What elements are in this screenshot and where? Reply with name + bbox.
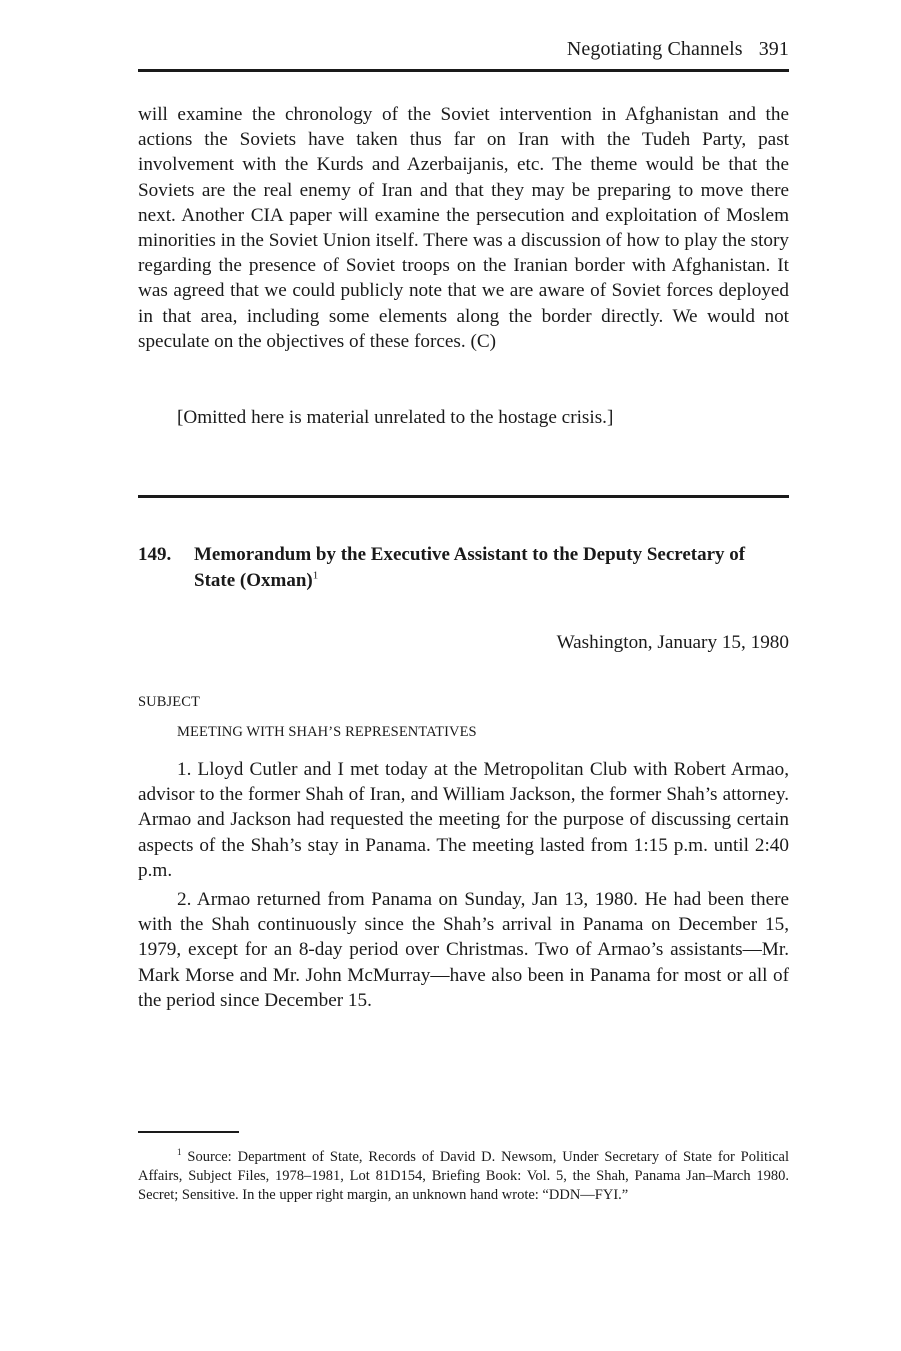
body-paragraph-2: 2. Armao returned from Panama on Sunday, Jan 13, 1980. He had been there with the Shah continuously since the Shah’s arrival in Panama on December 15, 1979, except for an 8-day period over Christmas. Two of Armao’s assistants—Mr. Mark Morse and Mr. John McMurray—have also been in Panama for most or all of the period since December 15. (138, 889, 789, 1011)
document-title-wrap (194, 542, 789, 594)
header-rule (138, 69, 789, 72)
footnote (138, 1148, 789, 1205)
subject-label: SUBJECT (138, 694, 200, 710)
footnote-reference[interactable]: 1 (312, 569, 319, 582)
body-paragraph-1: 1. Lloyd Cutler and I met today at the Metropolitan Club with Robert Armao, advisor to the former Shah of Iran, and William Jackson, the former Shah’s attorney. Armao and Jackson had requested the meeting for the purpose of discussing certain aspects of the Shah’s stay in Panama. The meeting lasted from 1:15 p.m. until 2:40 p.m. (138, 759, 789, 881)
dateline: Washington, January 15, 1980 (556, 632, 789, 653)
footnote-text: Source: Department of State, Records of David D. Newsom, Under Secretary of State for Political Affairs, Subject Files, 1978–1981, Lot 81D154, Briefing Book: Vol. 5, the Shah, Panama Jan–March 1980. Secret; Sensitive. In the upper right margin, an unknown hand wrote: “DDN—FYI.” (138, 1149, 789, 1203)
running-head (138, 36, 789, 62)
document-title: Memorandum by the Executive Assistant to the Deputy Secretary of State (Oxman) (194, 544, 746, 591)
omitted-note: [Omitted here is material unrelated to the hostage crisis.] (177, 407, 614, 428)
section-divider (138, 495, 789, 498)
continuation-paragraph: will examine the chronology of the Soviet intervention in Afghanistan and the actions the Soviets have taken thus far on Iran with the Tudeh Party, past involvement with the Kurds and Azerbaijanis, etc. The theme would be that the Soviets are the real enemy of Iran and that they may be preparing to move there next. Another CIA paper will examine the persecution and exploitation of Moslem minorities in the Soviet Union itself. There was a discussion of how to play the story regarding the presence of Soviet troops on the Iranian border with Afghanistan. It was agreed that we could publicly note that we are aware of Soviet forces deployed in that area, including some elements along the border directly. We would not speculate on the objectives of these forces. (C) (138, 104, 789, 352)
footnote-rule (138, 1131, 239, 1133)
subject-text: MEETING WITH SHAH’S REPRESENTATIVES (177, 724, 477, 740)
document-number: 149. (138, 544, 172, 565)
page-number: 391 (758, 38, 789, 60)
running-title: Negotiating Channels (566, 38, 743, 60)
footnote-marker: 1 (177, 1147, 182, 1158)
